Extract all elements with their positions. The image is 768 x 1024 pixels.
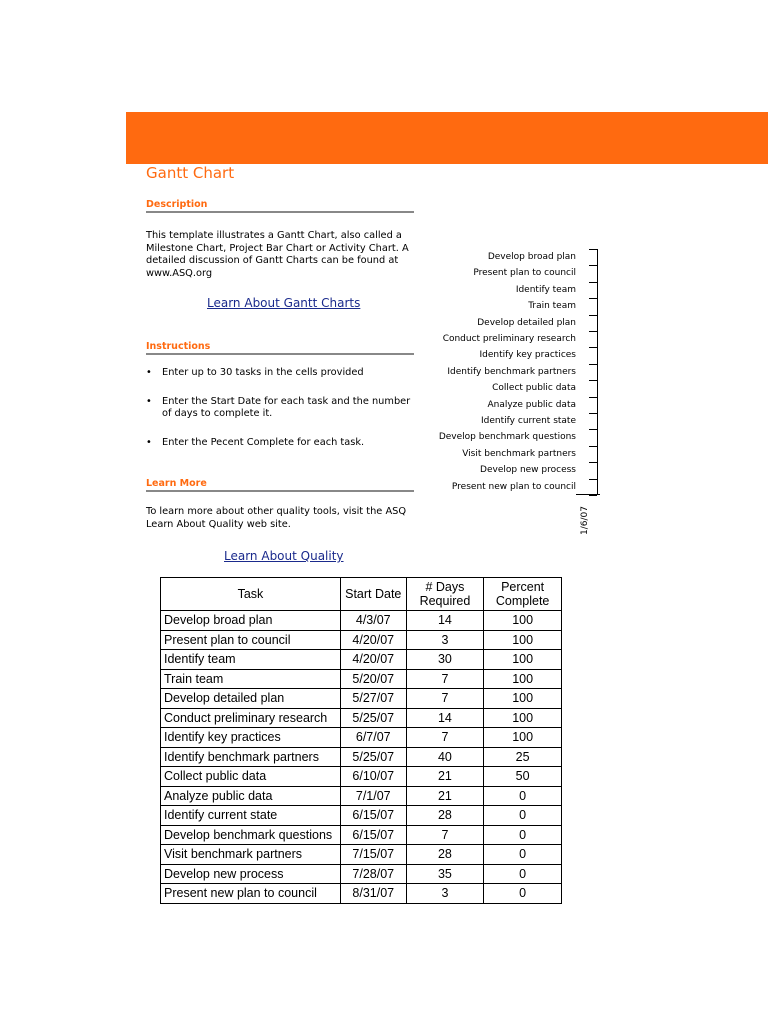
percent-cell: 0	[484, 884, 562, 904]
start-date-cell: 7/28/07	[340, 864, 406, 884]
start-date-cell: 6/10/07	[340, 767, 406, 787]
table-row	[161, 630, 562, 650]
task-cell: Identify key practices	[161, 728, 341, 748]
gantt-axis-vertical	[597, 249, 598, 495]
table-row	[161, 767, 562, 787]
days-cell: 28	[406, 806, 484, 826]
axis-tick	[589, 397, 597, 398]
days-cell: 7	[406, 689, 484, 709]
axis-tick	[589, 462, 597, 463]
gantt-task-label: Collect public data	[492, 383, 576, 394]
days-cell: 7	[406, 728, 484, 748]
axis-tick	[589, 413, 597, 414]
table-row	[161, 689, 562, 709]
start-date-cell: 5/27/07	[340, 689, 406, 709]
days-cell: 40	[406, 747, 484, 767]
axis-tick	[589, 495, 597, 496]
gantt-task-label: Develop broad plan	[487, 252, 576, 262]
task-cell: Analyze public data	[161, 786, 341, 806]
axis-tick	[589, 479, 597, 480]
gantt-task-label: Train team	[528, 301, 576, 312]
learn-more-heading: Learn More	[146, 478, 414, 492]
start-date-cell: 7/1/07	[340, 786, 406, 806]
days-cell: 7	[406, 669, 484, 689]
axis-tick	[589, 249, 597, 250]
table-row	[161, 650, 562, 670]
start-date-cell: 4/20/07	[340, 650, 406, 670]
start-date-cell: 7/15/07	[340, 845, 406, 865]
table-row	[161, 728, 562, 748]
percent-cell: 100	[484, 669, 562, 689]
table-row	[161, 806, 562, 826]
table-row	[161, 864, 562, 884]
task-cell: Collect public data	[161, 767, 341, 787]
axis-tick	[589, 315, 597, 316]
table-row	[161, 669, 562, 689]
instruction-item: • Enter the Start Date for each task and the number of days to complete it.	[146, 396, 416, 421]
gantt-task-label: Visit benchmark partners	[462, 448, 576, 459]
learn-quality-link[interactable]: Learn About Quality	[224, 549, 344, 563]
instruction-item: • Enter the Pecent Complete for each task.	[146, 437, 416, 450]
start-date-cell: 5/25/07	[340, 708, 406, 728]
page-title: Gantt Chart	[146, 164, 235, 182]
days-cell: 21	[406, 767, 484, 787]
days-cell: 14	[406, 611, 484, 631]
percent-cell: 100	[484, 689, 562, 709]
axis-tick	[589, 265, 597, 266]
percent-cell: 100	[484, 611, 562, 631]
percent-cell: 100	[484, 630, 562, 650]
gantt-task-label: Develop benchmark questions	[438, 432, 576, 443]
start-date-cell: 8/31/07	[340, 884, 406, 904]
start-date-cell: 5/25/07	[340, 747, 406, 767]
days-cell: 14	[406, 708, 484, 728]
days-cell: 21	[406, 786, 484, 806]
table-row	[161, 747, 562, 767]
task-cell: Conduct preliminary research	[161, 708, 341, 728]
axis-tick	[589, 331, 597, 332]
axis-tick	[589, 298, 597, 299]
axis-tick	[589, 380, 597, 381]
instruction-item: • Enter up to 30 tasks in the cells provided	[146, 367, 416, 380]
percent-cell: 100	[484, 728, 562, 748]
days-cell: 30	[406, 650, 484, 670]
percent-cell: 25	[484, 747, 562, 767]
task-cell: Visit benchmark partners	[161, 845, 341, 865]
header-days: # Days Required	[406, 578, 484, 611]
gantt-task-label: Conduct preliminary research	[442, 334, 576, 344]
task-cell: Develop new process	[161, 864, 341, 884]
days-cell: 35	[406, 864, 484, 884]
axis-tick	[589, 282, 597, 283]
gantt-task-label: Identify key practices	[479, 350, 576, 361]
table-row	[161, 825, 562, 845]
table-row	[161, 708, 562, 728]
gantt-task-label: Develop detailed plan	[477, 317, 576, 328]
gantt-task-label: Present new plan to council	[451, 481, 576, 492]
learn-gantt-link[interactable]: Learn About Gantt Charts	[207, 296, 361, 310]
learn-more-text: To learn more about other quality tools, visit the ASQ Learn About Quality web site.	[146, 506, 407, 530]
percent-cell: 0	[484, 825, 562, 845]
table-row	[161, 845, 562, 865]
axis-tick	[589, 364, 597, 365]
start-date-cell: 6/7/07	[340, 728, 406, 748]
gantt-task-label: Present plan to council	[473, 268, 576, 279]
gantt-task-label: Identify team	[515, 284, 576, 295]
axis-tick	[589, 446, 597, 447]
percent-cell: 0	[484, 786, 562, 806]
instructions-heading: Instructions	[146, 341, 414, 355]
days-cell: 3	[406, 630, 484, 650]
task-table	[160, 577, 562, 904]
table-row	[161, 611, 562, 631]
percent-cell: 0	[484, 864, 562, 884]
task-cell: Identify team	[161, 650, 341, 670]
description-text: This template illustrates a Gantt Chart, also called a Milestone Chart, Project Bar Chart or Activity Chart. A detailed discussion of Gantt Charts can be found at www.ASQ.org	[146, 230, 409, 279]
percent-cell: 100	[484, 650, 562, 670]
task-cell: Identify current state	[161, 806, 341, 826]
percent-cell: 0	[484, 806, 562, 826]
axis-tick	[589, 347, 597, 348]
start-date-cell: 6/15/07	[340, 806, 406, 826]
days-cell: 28	[406, 845, 484, 865]
header-task: Task	[161, 578, 341, 611]
percent-cell: 100	[484, 708, 562, 728]
percent-cell: 50	[484, 767, 562, 787]
start-date-cell: 5/20/07	[340, 669, 406, 689]
table-header-row	[161, 578, 562, 611]
days-cell: 7	[406, 825, 484, 845]
table-row	[161, 786, 562, 806]
task-cell: Train team	[161, 669, 341, 689]
task-cell: Develop detailed plan	[161, 689, 341, 709]
start-date-cell: 4/3/07	[340, 611, 406, 631]
percent-cell: 0	[484, 845, 562, 865]
header-banner	[126, 112, 768, 164]
task-cell: Present new plan to council	[161, 884, 341, 904]
task-cell: Develop broad plan	[161, 611, 341, 631]
description-heading: Description	[146, 199, 414, 213]
header-start-date: Start Date	[340, 578, 406, 611]
axis-tick	[589, 429, 597, 430]
gantt-task-label: Identify current state	[481, 416, 576, 426]
gantt-task-label: Analyze public data	[487, 399, 576, 410]
axis-date-label: 1/6/07	[580, 506, 590, 535]
header-percent: Percent Complete	[484, 578, 562, 611]
days-cell: 3	[406, 884, 484, 904]
task-cell: Develop benchmark questions	[161, 825, 341, 845]
gantt-task-label: Identify benchmark partners	[447, 366, 576, 377]
task-cell: Identify benchmark partners	[161, 747, 341, 767]
table-row	[161, 884, 562, 904]
instructions-list	[146, 367, 416, 465]
start-date-cell: 4/20/07	[340, 630, 406, 650]
start-date-cell: 6/15/07	[340, 825, 406, 845]
task-cell: Present plan to council	[161, 630, 341, 650]
gantt-task-label: Develop new process	[480, 465, 576, 476]
